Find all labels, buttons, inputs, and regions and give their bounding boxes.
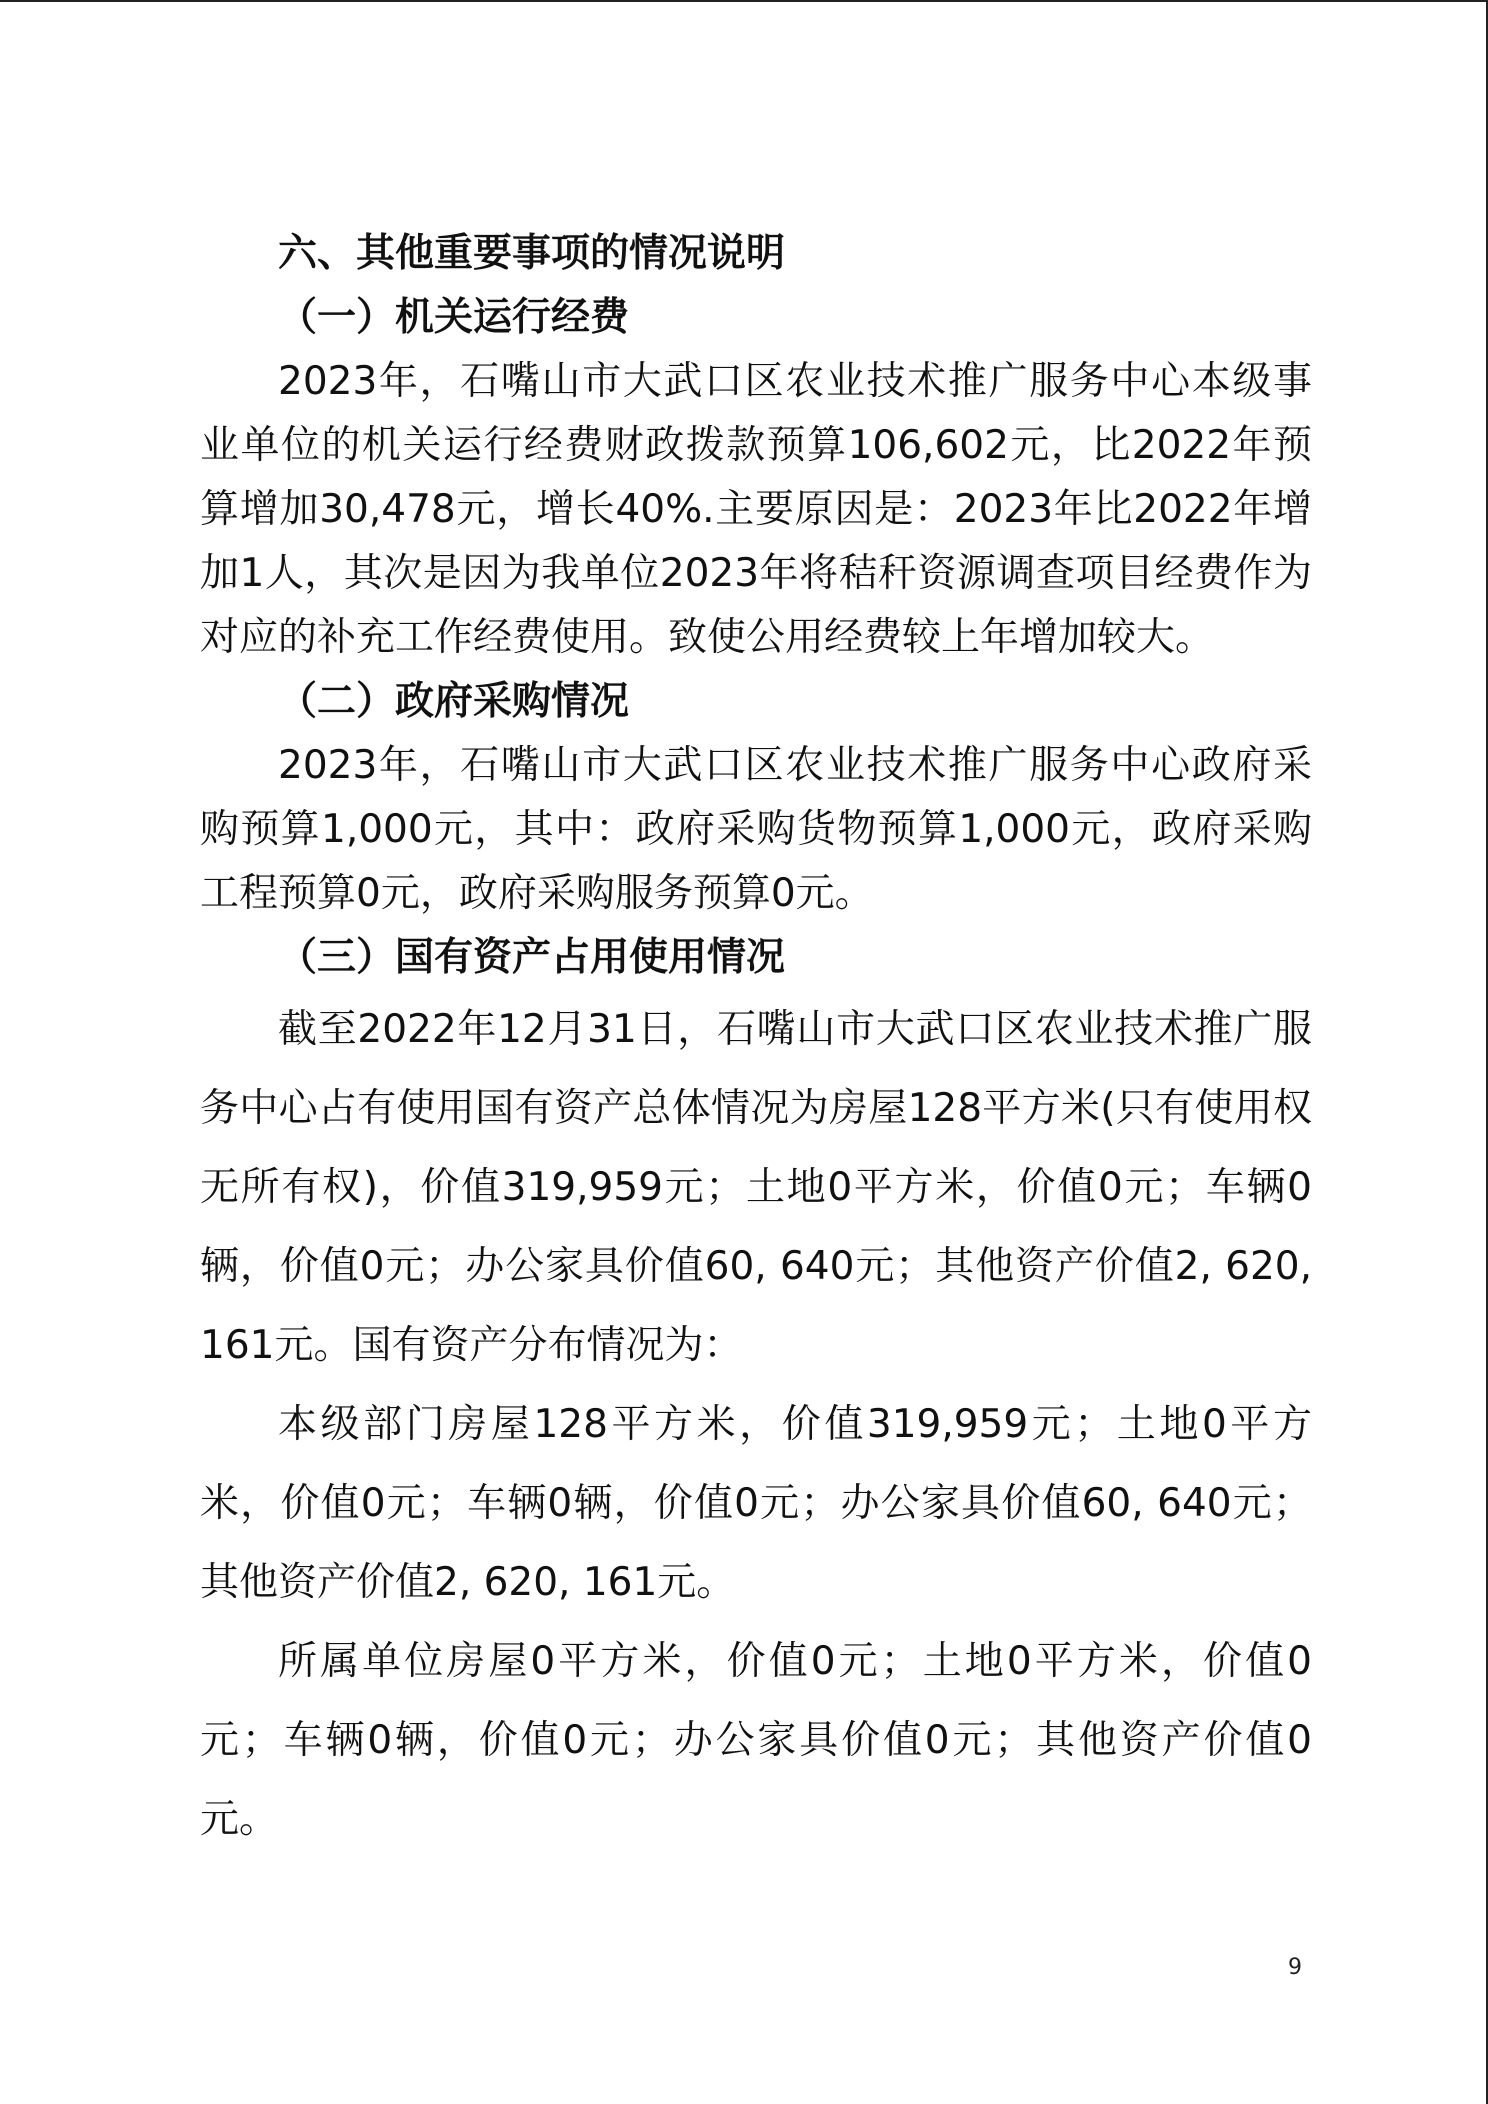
paragraph-operating-expenses: 2023年，石嘴山市大武口区农业技术推广服务中心本级事业单位的机关运行经费财政拨款预算106,602元，比2022年预算增加30,478元，增长40%.主要原因是：2023年比2022年增加1人，其次是因为我单位2023年将秸秆资源调查项目经费作为对应的补充工作经费使用。致使公用经费较上年增加较大。 (200, 359, 1313, 660)
paragraph-state-assets-subordinate-units: 所属单位房屋0平方米，价值0元；土地0平方米，价值0元；车辆0辆，价值0元；办公家具价值0元；其他资产价值0元。 (200, 1639, 1312, 1842)
section-title: 六、其他重要事项的情况说明 (278, 231, 786, 276)
document-body (200, 222, 1312, 1859)
subsection-title-operating-expenses: （一）机关运行经费 (278, 295, 630, 340)
subsection-title-state-assets: （三）国有资产占用使用情况 (278, 935, 786, 980)
paragraph-state-assets-overview: 截至2022年12月31日，石嘴山市大武口区农业技术推广服务中心占有使用国有资产总体情况为房屋128平方米(只有使用权无所有权)，价值319,959元；土地0平方米，价值0元；车辆0辆，价值0元；办公家具价值60, 640元；其他资产价值2, 620, 161元。国有资产分布情况为： (200, 1007, 1312, 1368)
paragraph-state-assets-own-department: 本级部门房屋128平方米，价值319,959元；土地0平方米，价值0元；车辆0辆，价值0元；办公家具价值60, 640元；其他资产价值2, 620, 161元。 (200, 1402, 1312, 1605)
subsection-title-government-procurement: （二）政府采购情况 (278, 679, 630, 724)
paragraph-government-procurement: 2023年，石嘴山市大武口区农业技术推广服务中心政府采购预算1,000元，其中：政府采购货物预算1,000元，政府采购工程预算0元，政府采购服务预算0元。 (200, 743, 1312, 916)
page-number: 9 (1288, 1955, 1302, 1980)
